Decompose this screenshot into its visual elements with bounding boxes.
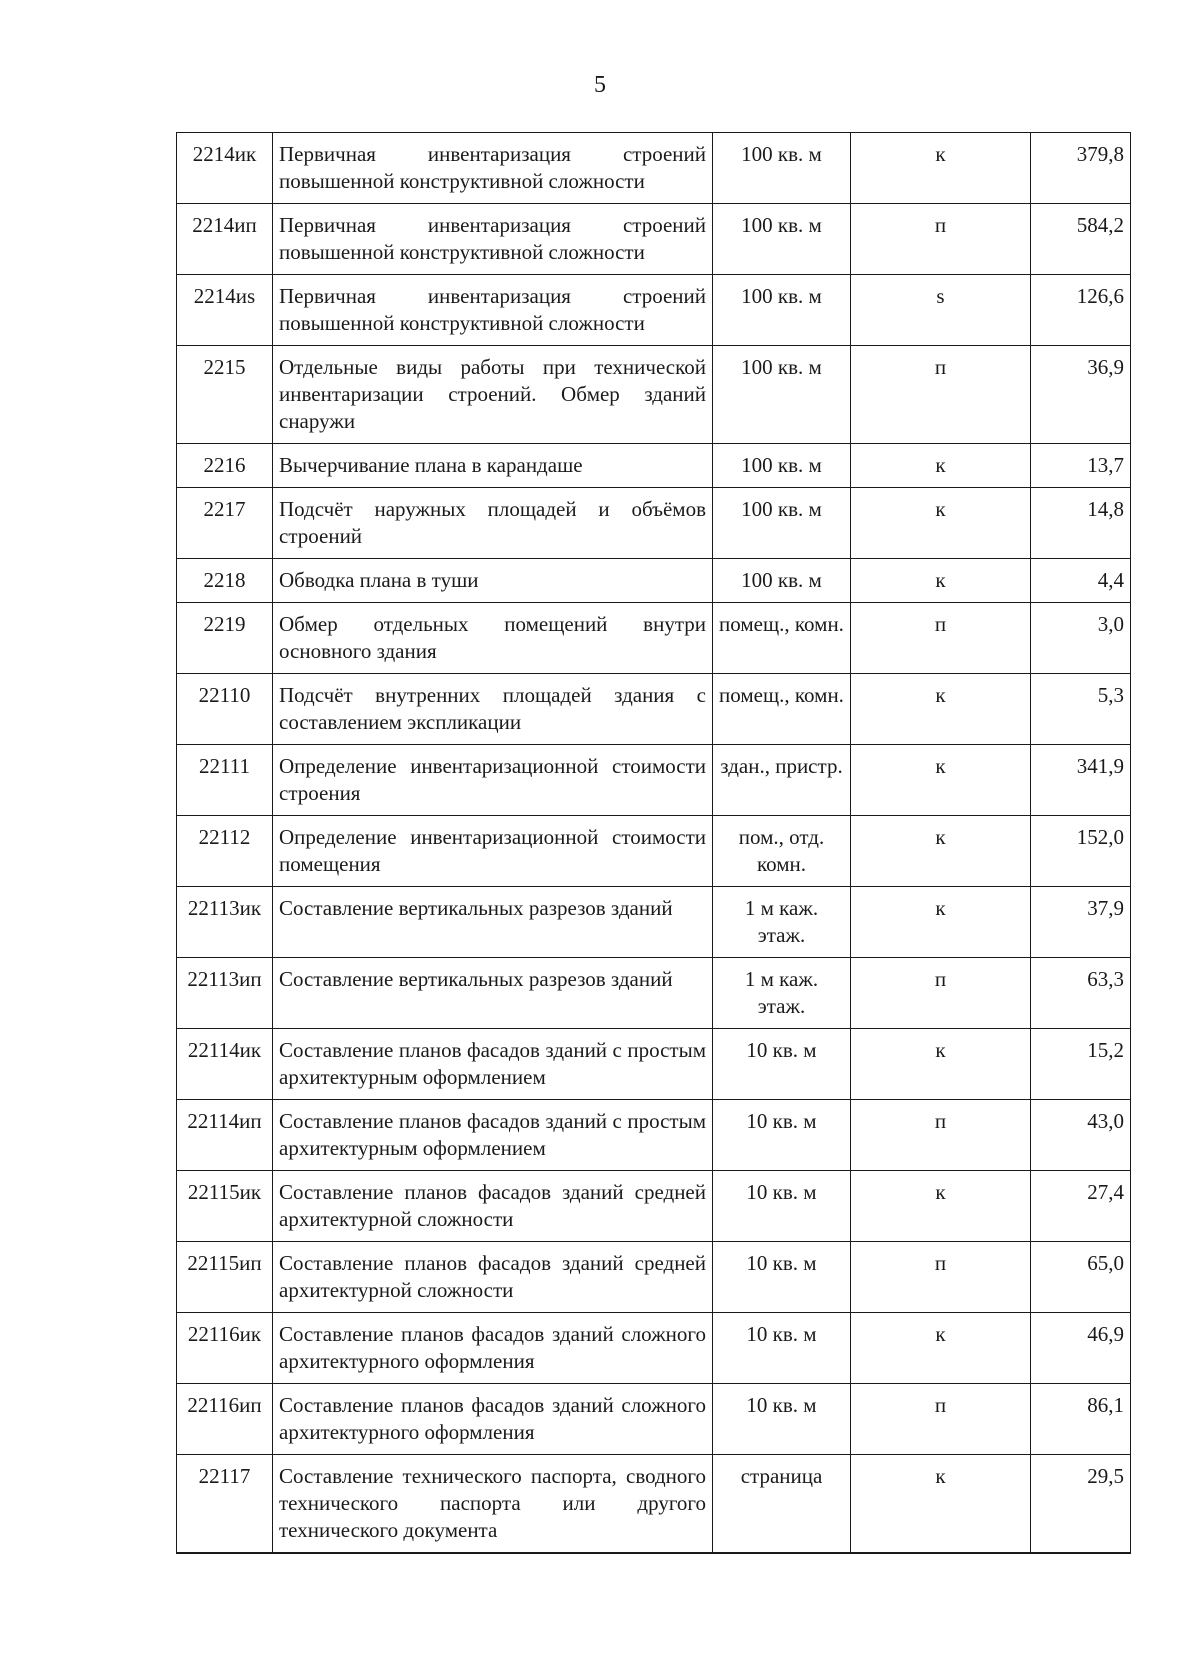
row-value: 36,9 <box>1031 346 1131 444</box>
row-value: 5,3 <box>1031 674 1131 745</box>
row-code: 22110 <box>177 674 273 745</box>
row-category: п <box>851 603 1031 674</box>
row-code: 2214ик <box>177 133 273 204</box>
row-name: Определение инвентаризационной стоимости строения <box>273 745 713 816</box>
row-value: 43,0 <box>1031 1100 1131 1171</box>
row-code: 22114ик <box>177 1029 273 1100</box>
row-code: 2219 <box>177 603 273 674</box>
row-category: к <box>851 816 1031 887</box>
row-unit: 100 кв. м <box>713 275 851 346</box>
row-value: 584,2 <box>1031 204 1131 275</box>
row-unit: здан., пристр. <box>713 745 851 816</box>
row-name: Составление планов фасадов зданий с простым архитектурным оформлением <box>273 1100 713 1171</box>
row-category: п <box>851 204 1031 275</box>
row-unit: 10 кв. м <box>713 1313 851 1384</box>
row-value: 86,1 <box>1031 1384 1131 1455</box>
row-code: 22116ип <box>177 1384 273 1455</box>
row-value: 379,8 <box>1031 133 1131 204</box>
row-unit: пом., отд. комн. <box>713 816 851 887</box>
table-row <box>177 958 1131 1029</box>
row-value: 63,3 <box>1031 958 1131 1029</box>
row-unit: 10 кв. м <box>713 1171 851 1242</box>
table-row <box>177 133 1131 204</box>
row-code: 22111 <box>177 745 273 816</box>
row-value: 15,2 <box>1031 1029 1131 1100</box>
table-row <box>177 444 1131 488</box>
row-code: 22117 <box>177 1455 273 1554</box>
table-row <box>177 1455 1131 1554</box>
row-name: Составление планов фасадов зданий средней архитектурной сложности <box>273 1242 713 1313</box>
price-table <box>176 132 1131 1554</box>
table-row <box>177 1384 1131 1455</box>
row-code: 22115ип <box>177 1242 273 1313</box>
row-category: к <box>851 1171 1031 1242</box>
row-unit: 100 кв. м <box>713 444 851 488</box>
row-category: s <box>851 275 1031 346</box>
row-code: 22113ик <box>177 887 273 958</box>
row-unit: 100 кв. м <box>713 559 851 603</box>
row-category: к <box>851 1313 1031 1384</box>
table-row <box>177 275 1131 346</box>
row-name: Составление планов фасадов зданий сложного архитектурного оформления <box>273 1313 713 1384</box>
row-name: Обмер отдельных помещений внутри основного здания <box>273 603 713 674</box>
table-row <box>177 204 1131 275</box>
table-row <box>177 887 1131 958</box>
row-value: 126,6 <box>1031 275 1131 346</box>
row-category: п <box>851 1242 1031 1313</box>
row-name: Отдельные виды работы при технической инвентаризации строений. Обмер зданий снаружи <box>273 346 713 444</box>
row-unit: 100 кв. м <box>713 204 851 275</box>
table-row <box>177 488 1131 559</box>
row-category: п <box>851 1100 1031 1171</box>
table-row <box>177 745 1131 816</box>
table-row <box>177 346 1131 444</box>
table-row <box>177 674 1131 745</box>
row-name: Первичная инвентаризация строений повышенной конструктивной сложности <box>273 204 713 275</box>
row-category: к <box>851 559 1031 603</box>
table-row <box>177 1029 1131 1100</box>
row-code: 22114ип <box>177 1100 273 1171</box>
row-category: к <box>851 674 1031 745</box>
row-code: 22112 <box>177 816 273 887</box>
table-body <box>177 133 1131 1554</box>
row-unit: 100 кв. м <box>713 488 851 559</box>
table-row <box>177 603 1131 674</box>
row-name: Вычерчивание плана в карандаше <box>273 444 713 488</box>
row-code: 22113ип <box>177 958 273 1029</box>
row-unit: помещ., комн. <box>713 603 851 674</box>
row-code: 22116ик <box>177 1313 273 1384</box>
row-category: к <box>851 488 1031 559</box>
row-name: Подсчёт внутренних площадей здания с составлением экспликации <box>273 674 713 745</box>
row-code: 22115ик <box>177 1171 273 1242</box>
row-name: Обводка плана в туши <box>273 559 713 603</box>
row-name: Составление технического паспорта, сводного технического паспорта или другого технического документа <box>273 1455 713 1554</box>
row-category: к <box>851 444 1031 488</box>
row-category: п <box>851 346 1031 444</box>
row-unit: 100 кв. м <box>713 346 851 444</box>
row-name: Составление вертикальных разрезов зданий <box>273 958 713 1029</box>
row-unit: помещ., комн. <box>713 674 851 745</box>
row-name: Составление планов фасадов зданий средней архитектурной сложности <box>273 1171 713 1242</box>
row-value: 4,4 <box>1031 559 1131 603</box>
row-code: 2214иs <box>177 275 273 346</box>
row-name: Подсчёт наружных площадей и объёмов строений <box>273 488 713 559</box>
row-value: 341,9 <box>1031 745 1131 816</box>
row-name: Первичная инвентаризация строений повышенной конструктивной сложности <box>273 275 713 346</box>
table-row <box>177 816 1131 887</box>
row-name: Составление планов фасадов зданий с простым архитектурным оформлением <box>273 1029 713 1100</box>
row-category: к <box>851 1029 1031 1100</box>
row-code: 2216 <box>177 444 273 488</box>
row-category: к <box>851 887 1031 958</box>
row-value: 46,9 <box>1031 1313 1131 1384</box>
row-unit: 1 м каж. этаж. <box>713 887 851 958</box>
row-category: к <box>851 133 1031 204</box>
row-value: 29,5 <box>1031 1455 1131 1554</box>
row-name: Первичная инвентаризация строений повышенной конструктивной сложности <box>273 133 713 204</box>
row-category: к <box>851 1455 1031 1554</box>
table-row <box>177 1100 1131 1171</box>
row-unit: 10 кв. м <box>713 1029 851 1100</box>
row-category: п <box>851 958 1031 1029</box>
row-name: Определение инвентаризационной стоимости помещения <box>273 816 713 887</box>
row-value: 3,0 <box>1031 603 1131 674</box>
row-code: 2215 <box>177 346 273 444</box>
row-value: 65,0 <box>1031 1242 1131 1313</box>
table-row <box>177 1242 1131 1313</box>
row-value: 152,0 <box>1031 816 1131 887</box>
row-unit: 10 кв. м <box>713 1242 851 1313</box>
row-unit: 10 кв. м <box>713 1100 851 1171</box>
table-row <box>177 559 1131 603</box>
page-number: 5 <box>594 72 606 98</box>
row-value: 13,7 <box>1031 444 1131 488</box>
row-code: 2217 <box>177 488 273 559</box>
row-name: Составление вертикальных разрезов зданий <box>273 887 713 958</box>
row-unit: 1 м каж. этаж. <box>713 958 851 1029</box>
table-row <box>177 1171 1131 1242</box>
table-row <box>177 1313 1131 1384</box>
row-value: 14,8 <box>1031 488 1131 559</box>
row-value: 27,4 <box>1031 1171 1131 1242</box>
row-value: 37,9 <box>1031 887 1131 958</box>
row-code: 2218 <box>177 559 273 603</box>
row-unit: 10 кв. м <box>713 1384 851 1455</box>
row-category: п <box>851 1384 1031 1455</box>
row-name: Составление планов фасадов зданий сложного архитектурного оформления <box>273 1384 713 1455</box>
row-unit: 100 кв. м <box>713 133 851 204</box>
row-code: 2214ип <box>177 204 273 275</box>
row-unit: страница <box>713 1455 851 1554</box>
row-category: к <box>851 745 1031 816</box>
